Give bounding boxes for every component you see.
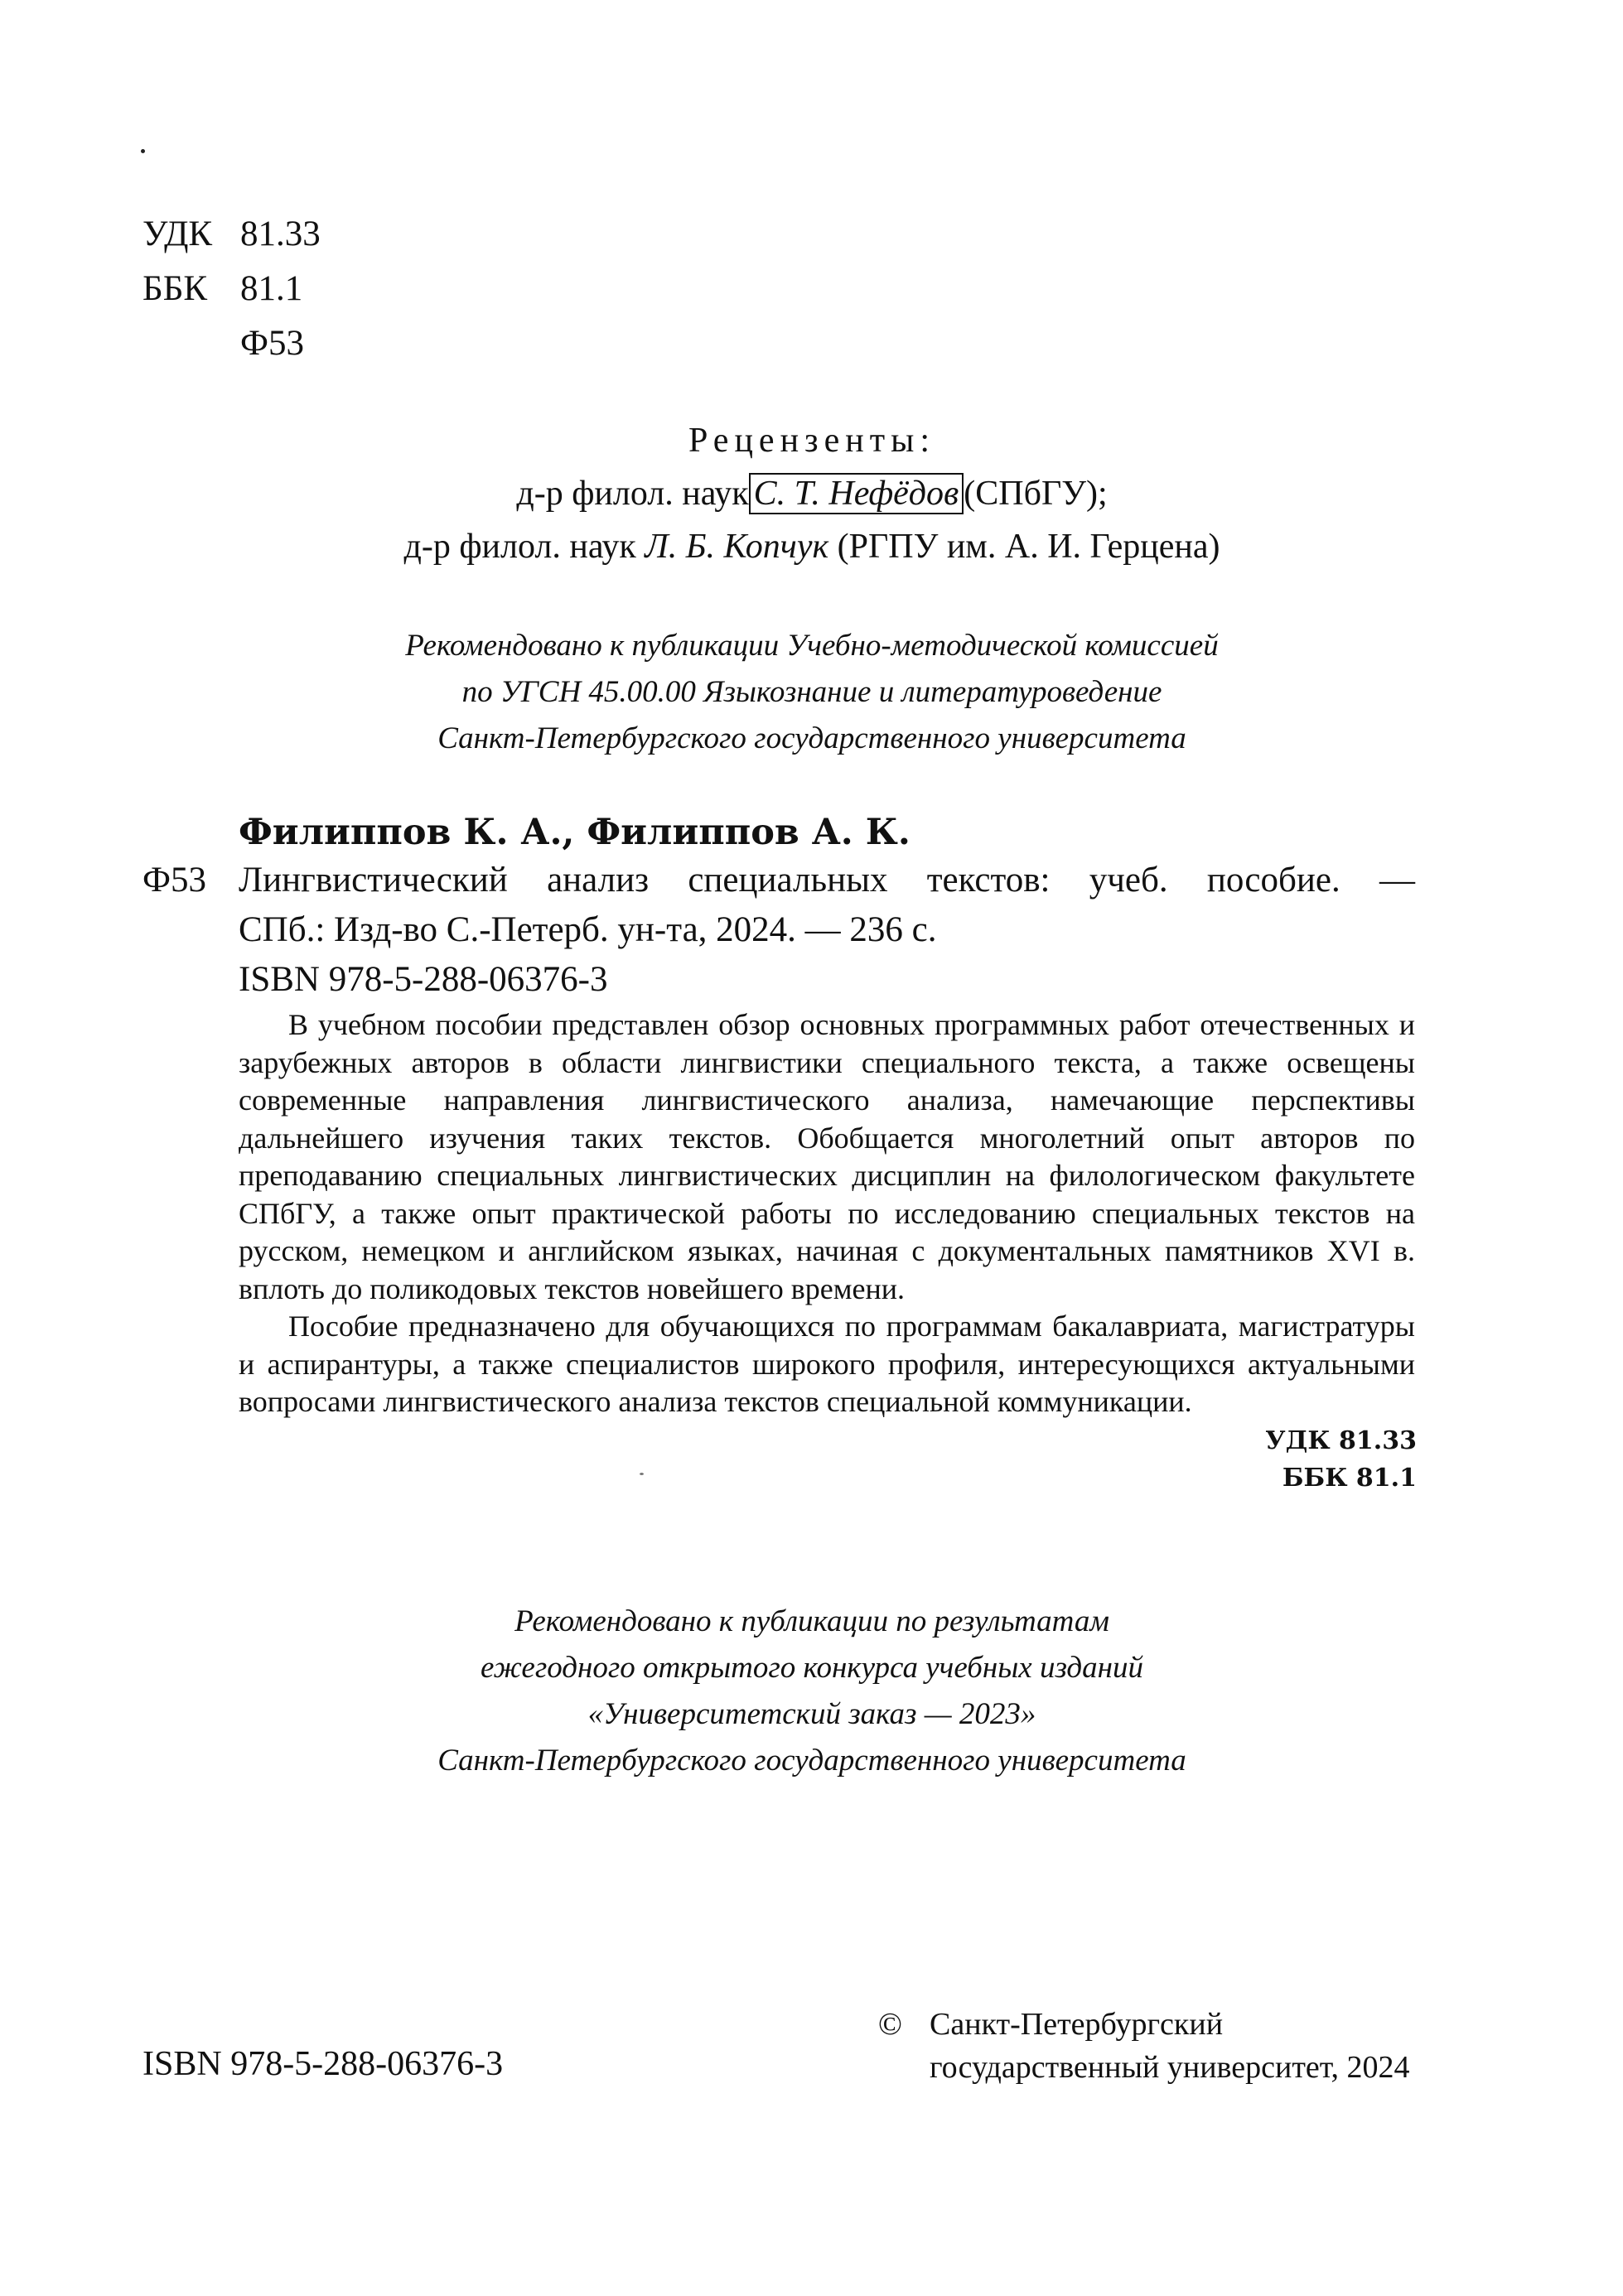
footer-isbn: ISBN 978-5-288-06376-3 <box>142 2045 504 2083</box>
reviewer-2-degree: д-р филол. наук <box>403 528 636 566</box>
copyright-icon: © <box>878 2007 902 2042</box>
recommendation-bottom-line1: Рекомендовано к публикации по результатам <box>514 1604 1109 1638</box>
copyright-notice <box>878 2003 1410 2089</box>
reviewers-block <box>315 414 1309 573</box>
classification-codes-right <box>1160 1422 1417 1497</box>
authors-heading: Филиппов К. А., Филиппов А. К. <box>239 812 911 853</box>
book-title-line: Лингвистический анализ специальных текстов: учеб. пособие. — <box>239 861 1415 900</box>
udk-row <box>142 207 321 262</box>
scan-speck <box>640 1473 644 1475</box>
copyright-line-2: государственный университет, 2024 <box>930 2050 1410 2085</box>
recommendation-bottom <box>273 1599 1350 1784</box>
scan-dot <box>141 149 145 153</box>
isbn-line: ISBN 978-5-288-06376-3 <box>239 960 608 999</box>
reviewer-2-org: (РГПУ им. А. И. Герцена) <box>837 528 1220 566</box>
udk-code-right: УДК 81.33 <box>1265 1426 1417 1455</box>
bibliographic-description <box>239 856 1415 1005</box>
abstract-paragraph-2: Пособие предназначено для обучающихся по программам бакалавриата, магистратуры и аспирантуры, а также специалистов широкого профиля, интересующихся актуальными вопросами лингвистического анализа текстов специальной коммуникации. <box>239 1310 1415 1418</box>
reviewer-2-name: Л. Б. Копчук <box>645 528 829 566</box>
recommendation-bottom-line2: ежегодного открытого конкурса учебных изданий <box>481 1651 1143 1685</box>
recommendation-top-line2: по УГСН 45.00.00 Языкознание и литературоведение <box>461 675 1162 709</box>
abstract <box>239 1006 1415 1421</box>
author-mark: Ф53 <box>240 324 304 363</box>
reviewer-1-name: С. Т. Нефёдов <box>749 473 964 514</box>
recommendation-bottom-line3: «Университетский заказ — 2023» <box>587 1697 1036 1731</box>
copyright-line-1: Санкт-Петербургский <box>930 2007 1224 2042</box>
abstract-paragraph-1: В учебном пособии представлен обзор основных программных работ отечественных и зарубежных авторов в области лингвистики специального текста, а также освещены современные направления лингвистического анализа, намечающие перспективы дальнейшего изучения таких текстов. Обобщается многолетний опыт авторов по преподаванию специальных лингвистических дисциплин на филологическом факультете СПбГУ, а также опыт практической работы по исследованию специальных текстов на русском, немецком и английском языках, начиная с документальных памятников XVI в. вплоть до поликодовых текстов новейшего времени. <box>239 1008 1415 1305</box>
recommendation-bottom-line4: Санкт-Петербургского государственного университета <box>437 1744 1186 1777</box>
recommendation-top <box>273 623 1350 762</box>
shelf-mark: Ф53 <box>142 861 206 900</box>
udk-value: 81.33 <box>240 215 321 253</box>
reviewer-1 <box>315 467 1309 520</box>
bbk-code-right: ББК 81.1 <box>1282 1464 1417 1493</box>
recommendation-top-line3: Санкт-Петербургского государственного университета <box>437 721 1186 755</box>
classification-block <box>142 207 321 371</box>
reviewer-2 <box>315 520 1309 573</box>
reviewers-heading: Рецензенты: <box>688 422 935 460</box>
reviewer-1-org: (СПбГУ); <box>964 475 1108 513</box>
publisher-line: СПб.: Изд-во С.-Петерб. ун-та, 2024. — 236 с. <box>239 910 937 949</box>
udk-label: УДК <box>142 215 213 253</box>
author-mark-row <box>142 316 321 371</box>
bbk-label: ББК <box>142 269 208 308</box>
recommendation-top-line1: Рекомендовано к публикации Учебно-методической комиссией <box>405 629 1219 663</box>
reviewer-1-degree: д-р филол. наук <box>516 475 749 513</box>
bbk-row <box>142 262 321 316</box>
bbk-value: 81.1 <box>240 269 303 308</box>
